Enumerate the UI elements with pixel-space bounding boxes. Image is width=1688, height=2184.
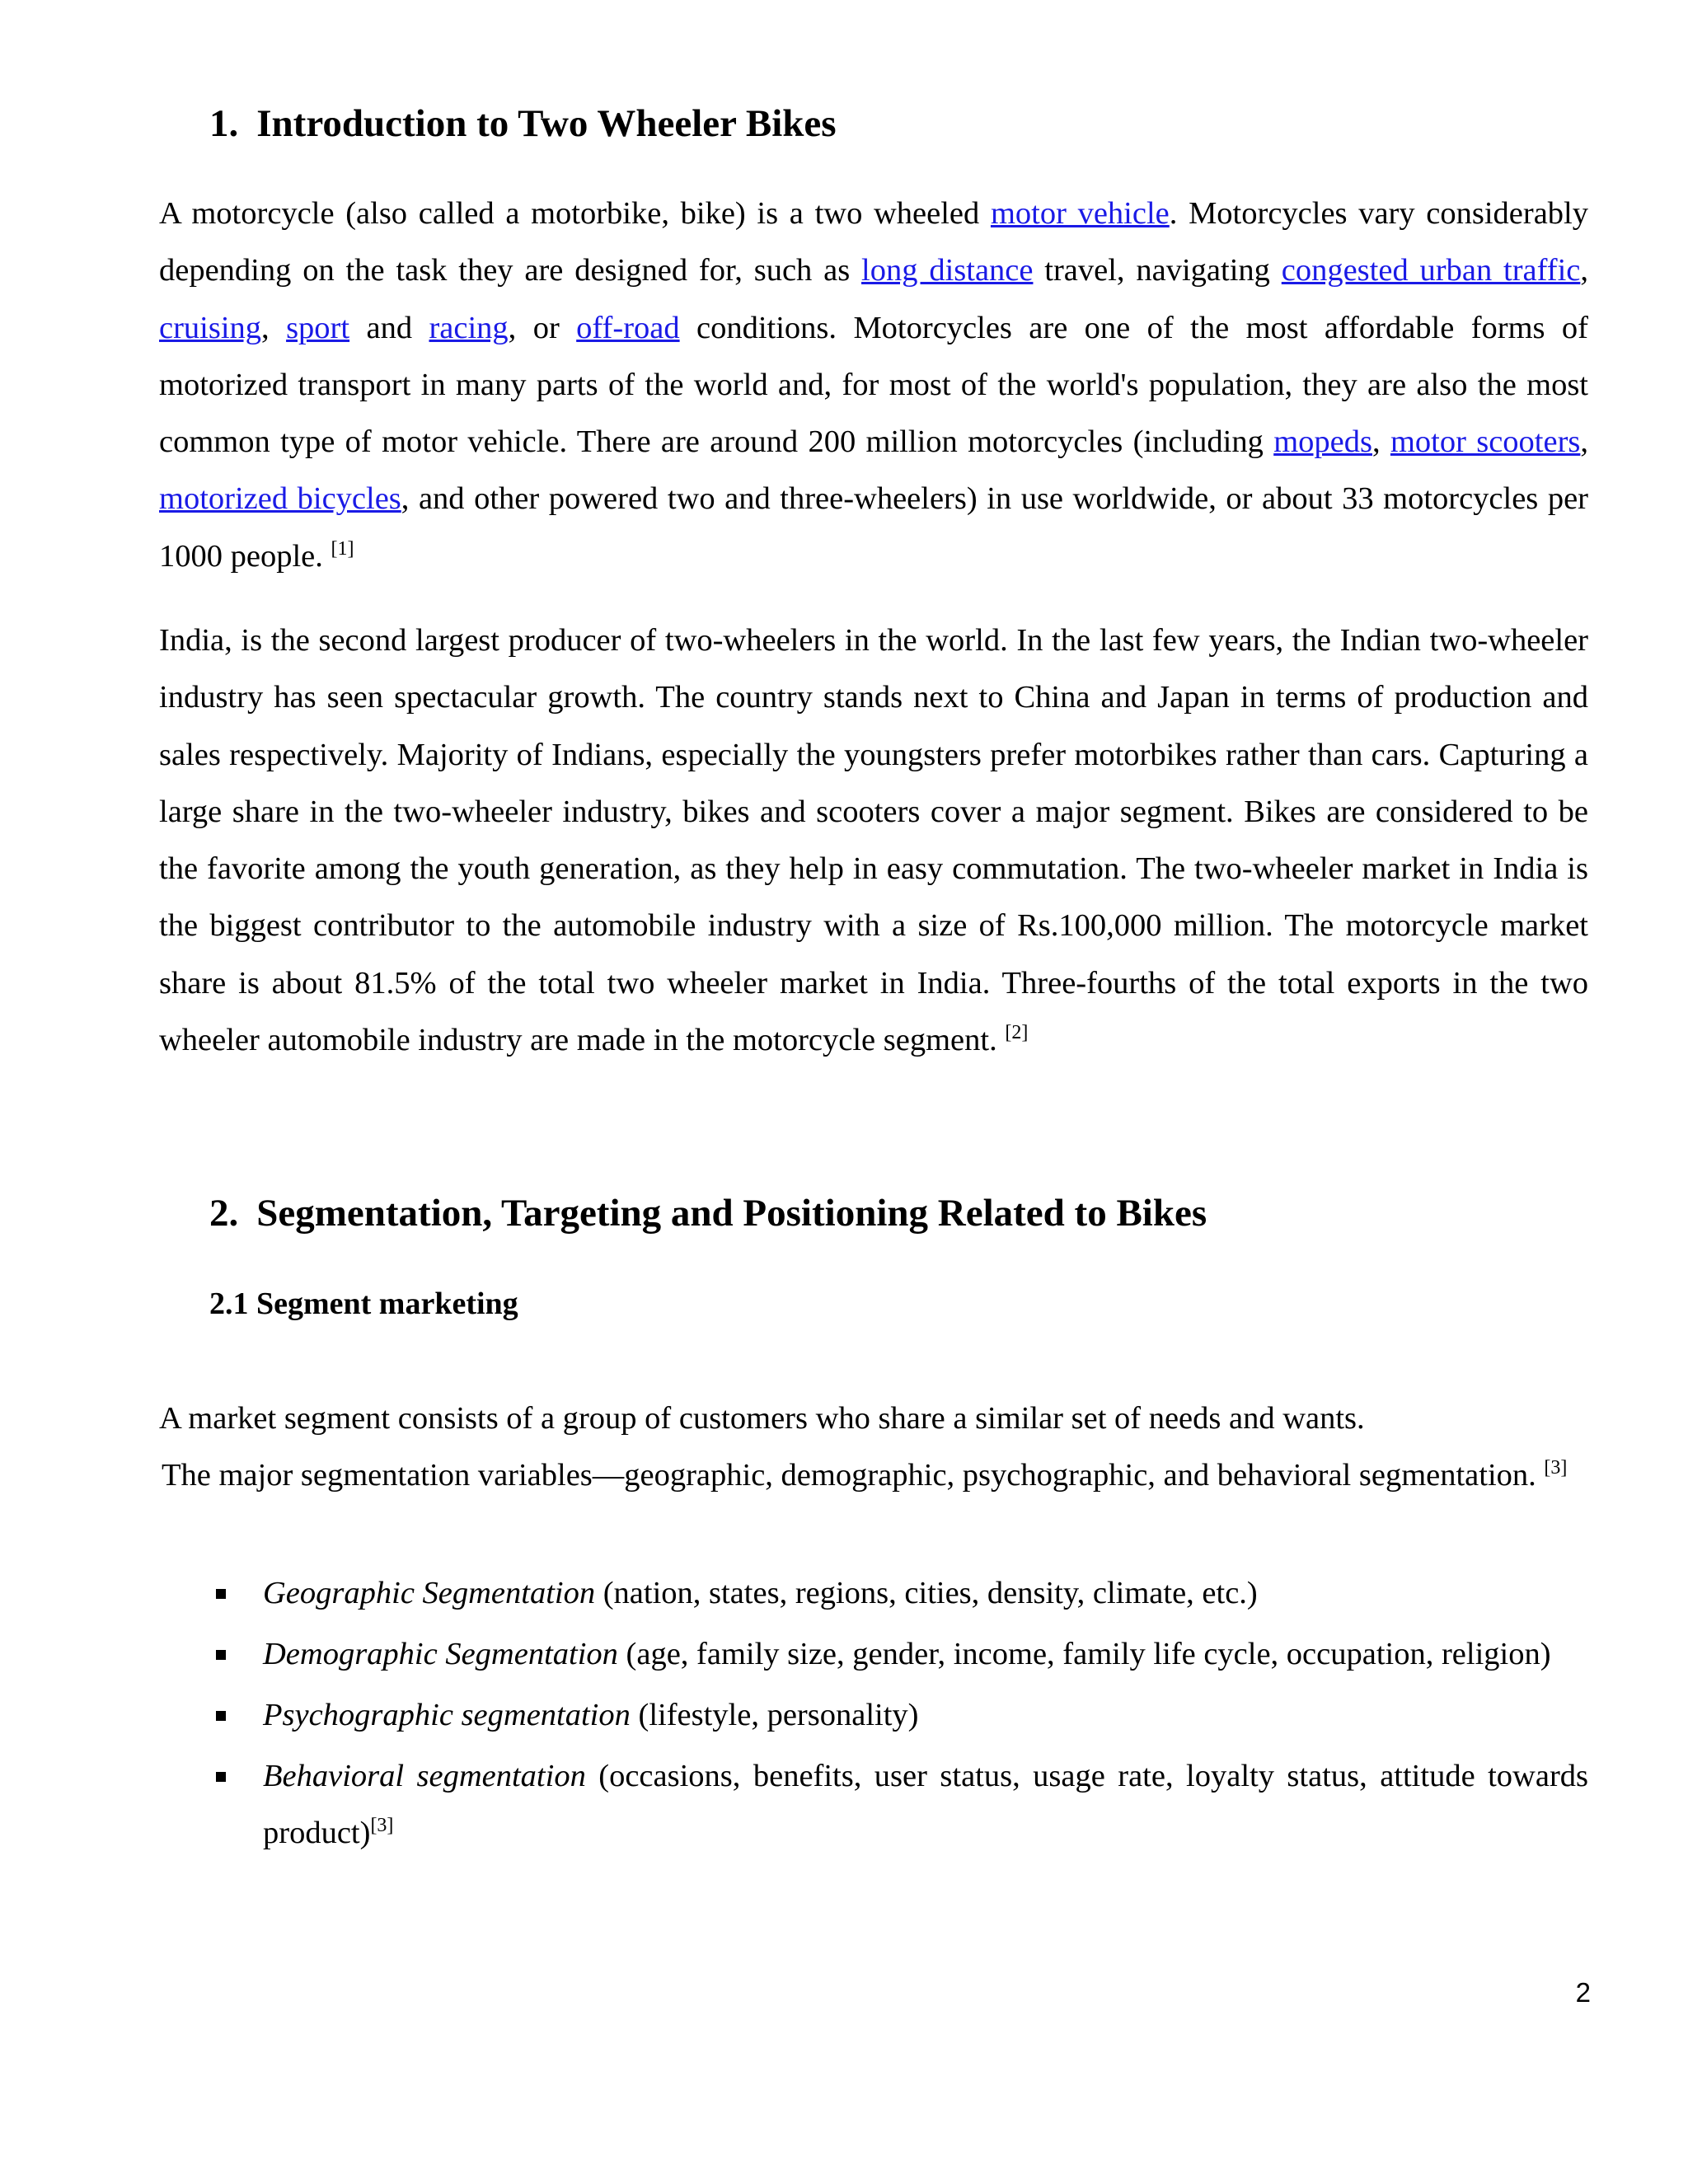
section-2-number: 2. (209, 1192, 239, 1235)
term-description: (lifestyle, personality) (630, 1698, 919, 1732)
section-2-heading (209, 1188, 1207, 1238)
text-run: , (1580, 253, 1588, 288)
section-1-number: 1. (209, 102, 239, 145)
link-cruising[interactable]: cruising (159, 310, 262, 345)
link-motor-vehicle[interactable]: motor vehicle (990, 196, 1170, 231)
section-2-title: Segmentation, Targeting and Positioning Related to Bikes (256, 1192, 1207, 1235)
segmentation-variables-paragraph (162, 1447, 1588, 1504)
link-congested-urban-traffic[interactable]: congested urban traffic (1281, 253, 1581, 288)
intro-paragraph-1 (159, 185, 1588, 585)
reference-2: [2] (1005, 1022, 1029, 1044)
list-item-geographic (159, 1565, 1588, 1622)
text-run: A motorcycle (also called a motorbike, bike) is a two wheeled (159, 196, 991, 231)
text-run: , or (508, 310, 577, 345)
list-item-behavioral (159, 1748, 1588, 1862)
link-mopeds[interactable]: mopeds (1273, 424, 1372, 460)
square-bullet-icon (216, 1711, 226, 1721)
square-bullet-icon (216, 1650, 226, 1660)
term-description: (nation, states, regions, cities, density, climate, etc.) (595, 1576, 1258, 1610)
subsection-2-1-heading: 2.1 Segment marketing (209, 1286, 518, 1321)
link-off-road[interactable]: off-road (576, 310, 680, 345)
text-run: , (1372, 424, 1390, 460)
text-run: , (261, 310, 287, 345)
link-racing[interactable]: racing (429, 310, 509, 345)
term-description: (age, family size, gender, income, family life cycle, occupation, religion) (617, 1637, 1551, 1671)
text-run: conditions. Motorcycles are one of the most affordable forms of motorized transport in many parts of the world and, for most of the world's population, they are also the most common type of motor vehicle. There are around 200 million motorcycles (including (159, 310, 1589, 460)
reference-3: [3] (1544, 1457, 1568, 1479)
text-run: India, is the second largest producer of two-wheelers in the world. In the last few years, the Indian two-wheeler industry has seen spectacular growth. The country stands next to China and Japan in terms of production and sales respectively. Majority of Indians, especially the youngsters prefer motorbikes rather than cars. Capturing a large share in the two-wheeler industry, bikes and scooters cover a major segment. Bikes are considered to be the favorite among the youth generation, as they help in easy commutation. The two-wheeler market in India is the biggest contributor to the automobile industry with a size of Rs.100,000 million. The motorcycle market share is about 81.5% of the total two wheeler market in India. Three-fourths of the total exports in the two wheeler automobile industry are made in the motorcycle segment. (159, 623, 1588, 1058)
list-item-demographic (159, 1626, 1588, 1683)
reference-3-bullet: [3] (370, 1815, 394, 1836)
list-item-psychographic (159, 1687, 1588, 1744)
term-geographic: Geographic Segmentation (263, 1576, 596, 1610)
text-run: . Motorcycles vary considerably depending on the task they are designed for, such as (159, 196, 1588, 288)
square-bullet-icon (216, 1589, 226, 1599)
link-long-distance[interactable]: long distance (861, 253, 1034, 288)
term-description: (occasions, benefits, user status, usage rate, loyalty status, attitude towards product) (263, 1759, 1588, 1850)
text-run: travel, navigating (1033, 253, 1282, 288)
page-number: 2 (1575, 1977, 1591, 2008)
intro-paragraph-2 (159, 612, 1588, 1069)
term-behavioral: Behavioral segmentation (263, 1759, 586, 1793)
link-motorized-bicycles[interactable]: motorized bicycles (159, 481, 401, 517)
text-run: and (349, 310, 429, 345)
link-sport[interactable]: sport (286, 310, 350, 345)
segmentation-list (159, 1565, 1588, 1866)
link-motor-scooters[interactable]: motor scooters (1390, 424, 1581, 460)
section-1-title: Introduction to Two Wheeler Bikes (256, 102, 837, 145)
segment-definition-paragraph: A market segment consists of a group of customers who share a similar set of needs and wants. (159, 1401, 1365, 1436)
text-run: , (1580, 424, 1589, 460)
text-run: , and other powered two and three-wheelers) in use worldwide, or about 33 motorcycles per 1000 people. (159, 481, 1588, 574)
reference-1: [1] (331, 537, 354, 560)
square-bullet-icon (216, 1772, 226, 1782)
term-psychographic: Psychographic segmentation (263, 1698, 631, 1732)
text-run: The major segmentation variables—geographic, demographic, psychographic, and behavioral segmentation. (162, 1458, 1545, 1493)
section-1-heading (209, 99, 837, 148)
term-demographic: Demographic Segmentation (263, 1637, 618, 1671)
